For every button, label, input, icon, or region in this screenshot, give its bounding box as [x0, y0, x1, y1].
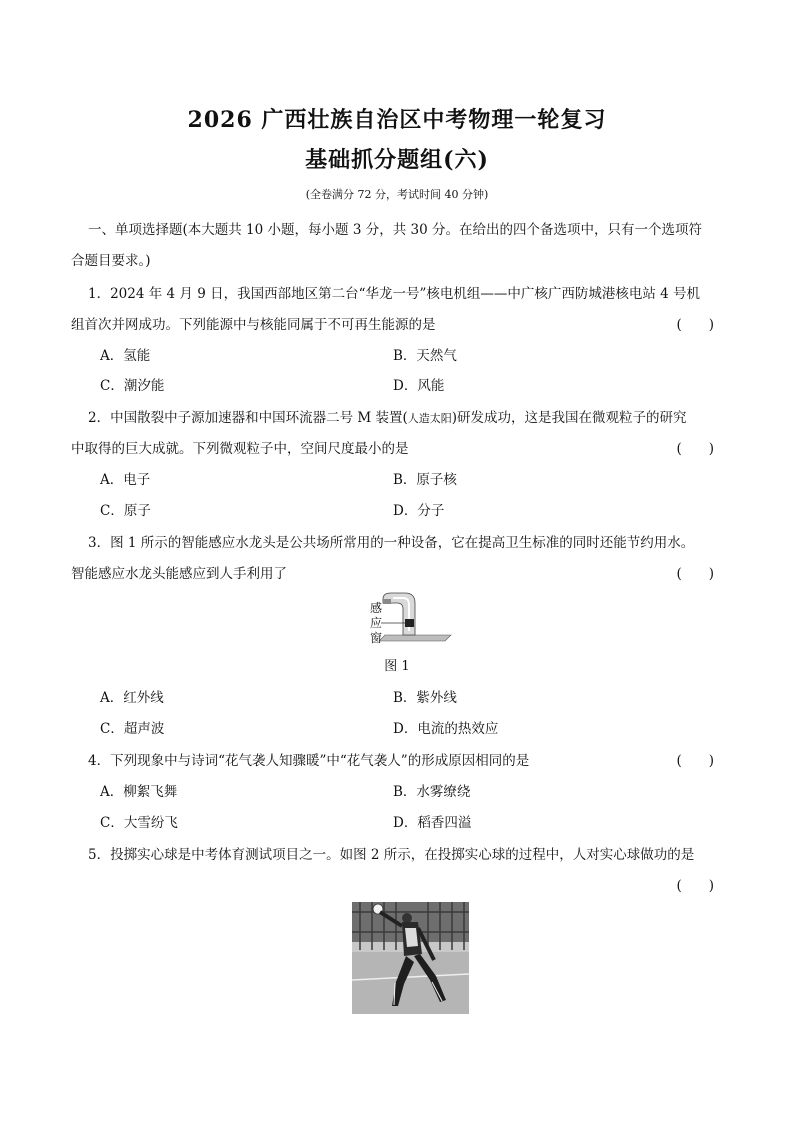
q3-option-a: A．红外线 [100, 690, 164, 706]
q2-line1-small: 人造太阳 [407, 412, 452, 425]
q3-option-d: D．电流的热效应 [393, 721, 499, 737]
q2-option-a: A．电子 [100, 472, 151, 488]
shot-put-illustration [352, 902, 469, 1014]
exam-title: 2026 广西壮族自治区中考物理一轮复习 [187, 107, 607, 133]
q1-answer-bracket: ( ) [676, 317, 714, 333]
figure-1-label: 感应窗 [369, 601, 382, 645]
q3-option-b: B．紫外线 [393, 690, 457, 706]
q2-answer-bracket: ( ) [676, 441, 714, 457]
q2-option-c: C．原子 [100, 503, 151, 519]
q1-option-b: B．天然气 [393, 348, 457, 364]
q2-line1 [88, 406, 748, 426]
q4-option-d: D．稻香四溢 [393, 815, 472, 831]
figure-1-caption: 图 1 [384, 659, 410, 674]
q3-answer-bracket: ( ) [676, 566, 714, 582]
q2-line1-part-b: )研发成功，这是我国在微观粒子的研究 [451, 410, 687, 426]
q5-line1: 5．投掷实心球是中考体育测试项目之一。如图 2 所示，在投掷实心球的过程中，人对实心球做功的是 [88, 847, 695, 863]
q3-line1: 3．图 1 所示的智能感应水龙头是公共场所常用的一种设备，它在提高卫生标准的同时还能节约用水。 [88, 535, 695, 551]
q5-answer-bracket: ( ) [676, 878, 714, 894]
q1-line1: 1．2024 年 4 月 9 日，我国西部地区第二台“华龙一号”核电机组——中广核广西防城港核电站 4 号机 [88, 286, 701, 302]
q1-option-d: D．风能 [393, 378, 445, 394]
exam-note: (全卷满分 72 分，考试时间 40 分钟) [305, 188, 489, 201]
q2-option-b: B．原子核 [393, 472, 457, 488]
q4-option-b: B．水雾缭绕 [393, 784, 471, 800]
q3-line2: 智能感应水龙头能感应到人手利用了 [71, 566, 287, 582]
q4-option-c: C．大雪纷飞 [100, 815, 178, 831]
exam-subtitle: 基础抓分题组(六) [305, 147, 489, 173]
q4-line1: 4．下列现象中与诗词“花气袭人知骤暖”中“花气袭人”的形成原因相同的是 [88, 753, 530, 769]
q2-line2: 中取得的巨大成就。下列微观粒子中，空间尺度最小的是 [71, 441, 409, 457]
q4-answer-bracket: ( ) [676, 753, 714, 769]
q1-option-c: C．潮汐能 [100, 378, 165, 394]
figure-2-photo [352, 902, 469, 1014]
section-heading-line2: 合题目要求。) [71, 253, 151, 269]
q2-line1-part-a: 2．中国散裂中子源加速器和中国环流器二号 M 装置( [88, 410, 408, 426]
q1-option-a: A．氢能 [100, 348, 151, 364]
q1-line2: 组首次并网成功。下列能源中与核能同属于不可再生能源的是 [71, 317, 436, 333]
q2-option-d: D．分子 [393, 503, 445, 519]
q4-option-a: A．柳絮飞舞 [100, 784, 178, 800]
section-heading-line1: 一、单项选择题(本大题共 10 小题，每小题 3 分，共 30 分。在给出的四个备选项中，只有一个选项符 [88, 222, 702, 238]
q3-option-c: C．超声波 [100, 721, 165, 737]
